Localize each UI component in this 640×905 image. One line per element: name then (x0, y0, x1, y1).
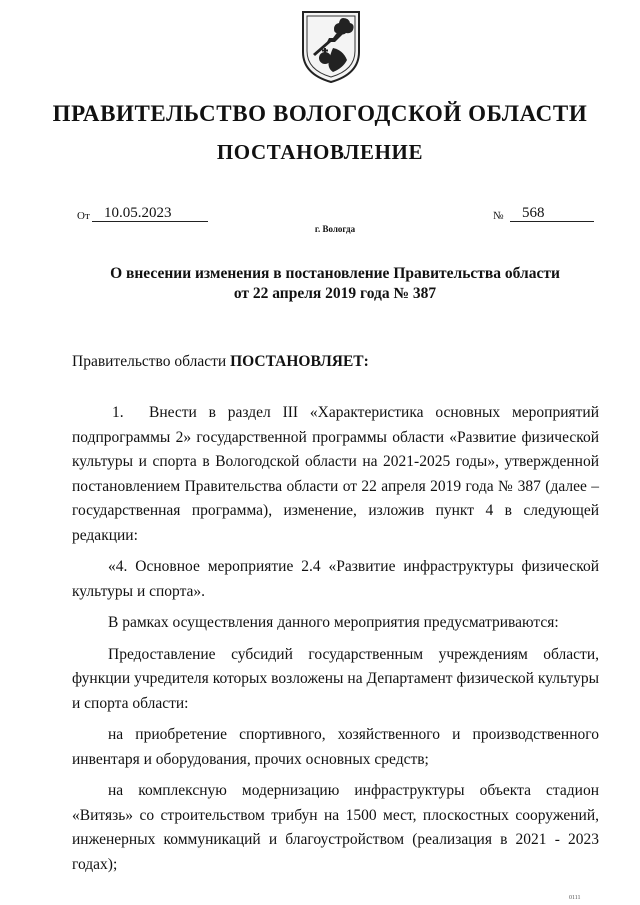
preamble-text: Правительство области (72, 353, 231, 370)
footer-mark: 0111 (569, 895, 581, 901)
paragraph-item-1 (72, 401, 599, 548)
date-value: 10.05.2023 (92, 205, 208, 222)
paragraph-3: В рамках осуществления данного мероприятия предусматриваются: (108, 614, 559, 631)
organization-name: ПРАВИТЕЛЬСТВО ВОЛОГОДСКОЙ ОБЛАСТИ (52, 101, 588, 126)
item-1-text: Внести в раздел III «Характеристика основных мероприятий подпрограммы 2» государственной программы области «Развитие физической культуры и спорта в Вологодской области на 2021-2025 годы», утвержденной постановлением Правительства области от 22 апреля 2019 года № 387 (далее – государственная программа), изменение, изложив пункт 4 в следующей редакции: (72, 404, 599, 544)
document-title (0, 264, 640, 304)
title-line-1: О внесении изменения в постановление Правительства области (110, 265, 560, 282)
city: г. Вологда (314, 224, 356, 234)
document-type: ПОСТАНОВЛЕНИЕ (216, 140, 424, 164)
coat-of-arms-icon (299, 8, 363, 84)
date-label: От (77, 210, 90, 222)
preamble-decree-word: ПОСТАНОВЛЯЕТ: (230, 353, 369, 370)
paragraph-4: Предоставление субсидий государственным учреждениям области, функции учредителя которых возложены на Департамент физической культуры и спорта области: (72, 645, 599, 712)
paragraph-6: на комплексную модернизацию инфраструктуры объекта стадион «Витязь» со строительством трибун на 1500 мест, плоскостных сооружений, инженерных коммуникаций и благоустройством (реализация в 2021 - 2023 годах); (72, 782, 599, 873)
number-value: 568 (510, 205, 594, 222)
paragraph-2: «4. Основное мероприятие 2.4 «Развитие инфраструктуры физической культуры и спорта». (72, 558, 599, 600)
title-line-2: от 22 апреля 2019 года № 387 (233, 285, 437, 302)
number-label: № (493, 210, 504, 222)
preamble (72, 353, 369, 371)
document-body (72, 401, 599, 884)
item-1-number: 1. (112, 404, 124, 421)
paragraph-5: на приобретение спортивного, хозяйственного и производственного инвентаря и оборудования, прочих основных средств; (72, 726, 599, 768)
